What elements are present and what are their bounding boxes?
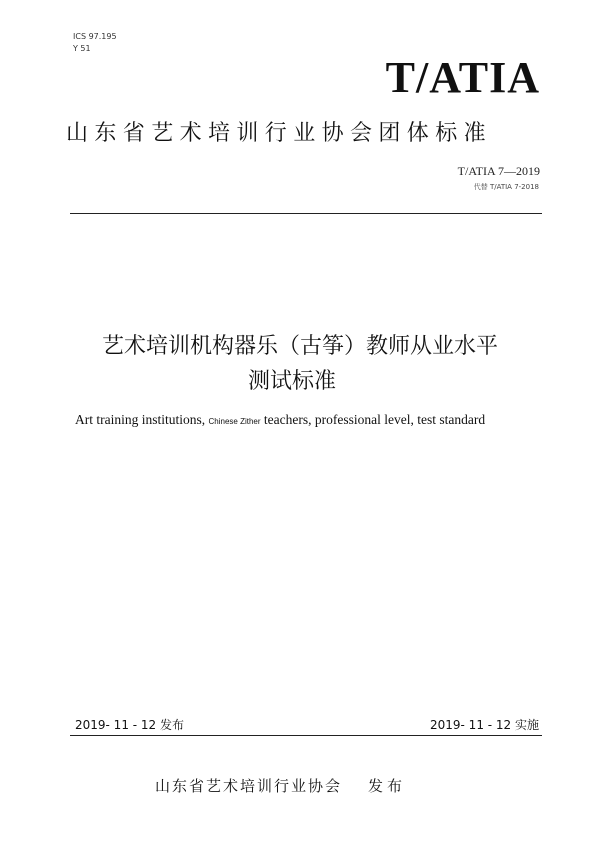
english-title bbox=[75, 412, 485, 428]
english-title-part2: teachers, professional level, test standard bbox=[260, 412, 486, 427]
english-title-part1: Art training institutions, bbox=[75, 412, 209, 427]
publisher-line bbox=[155, 775, 406, 796]
ics-code: ICS 97.195 bbox=[73, 32, 117, 41]
standard-number: T/ATIA 7—2019 bbox=[457, 164, 540, 178]
english-title-small: Chinese Zither bbox=[208, 417, 261, 426]
classification-codes bbox=[73, 31, 117, 55]
publisher-name: 山东省艺术培训行业协会 bbox=[155, 777, 343, 795]
issue-label: 发布 bbox=[368, 777, 407, 795]
org-standard-title: 山东省艺术培训行业协会团体标准 bbox=[66, 121, 493, 146]
document-title-line2: 测试标准 bbox=[247, 369, 336, 394]
publish-date: 2019- 11 - 12 发布 bbox=[75, 718, 184, 732]
document-title-line1: 艺术培训机构器乐（古筝）教师从业水平 bbox=[101, 334, 498, 359]
header-divider bbox=[70, 213, 542, 214]
footer-divider bbox=[70, 735, 542, 736]
replaces-note: 代替 T/ATIA 7-2018 bbox=[473, 183, 539, 191]
brand-logo-text: T/ATIA bbox=[385, 53, 540, 102]
implement-date: 2019- 11 - 12 实施 bbox=[430, 718, 539, 732]
ccs-code: Y 51 bbox=[73, 44, 91, 53]
